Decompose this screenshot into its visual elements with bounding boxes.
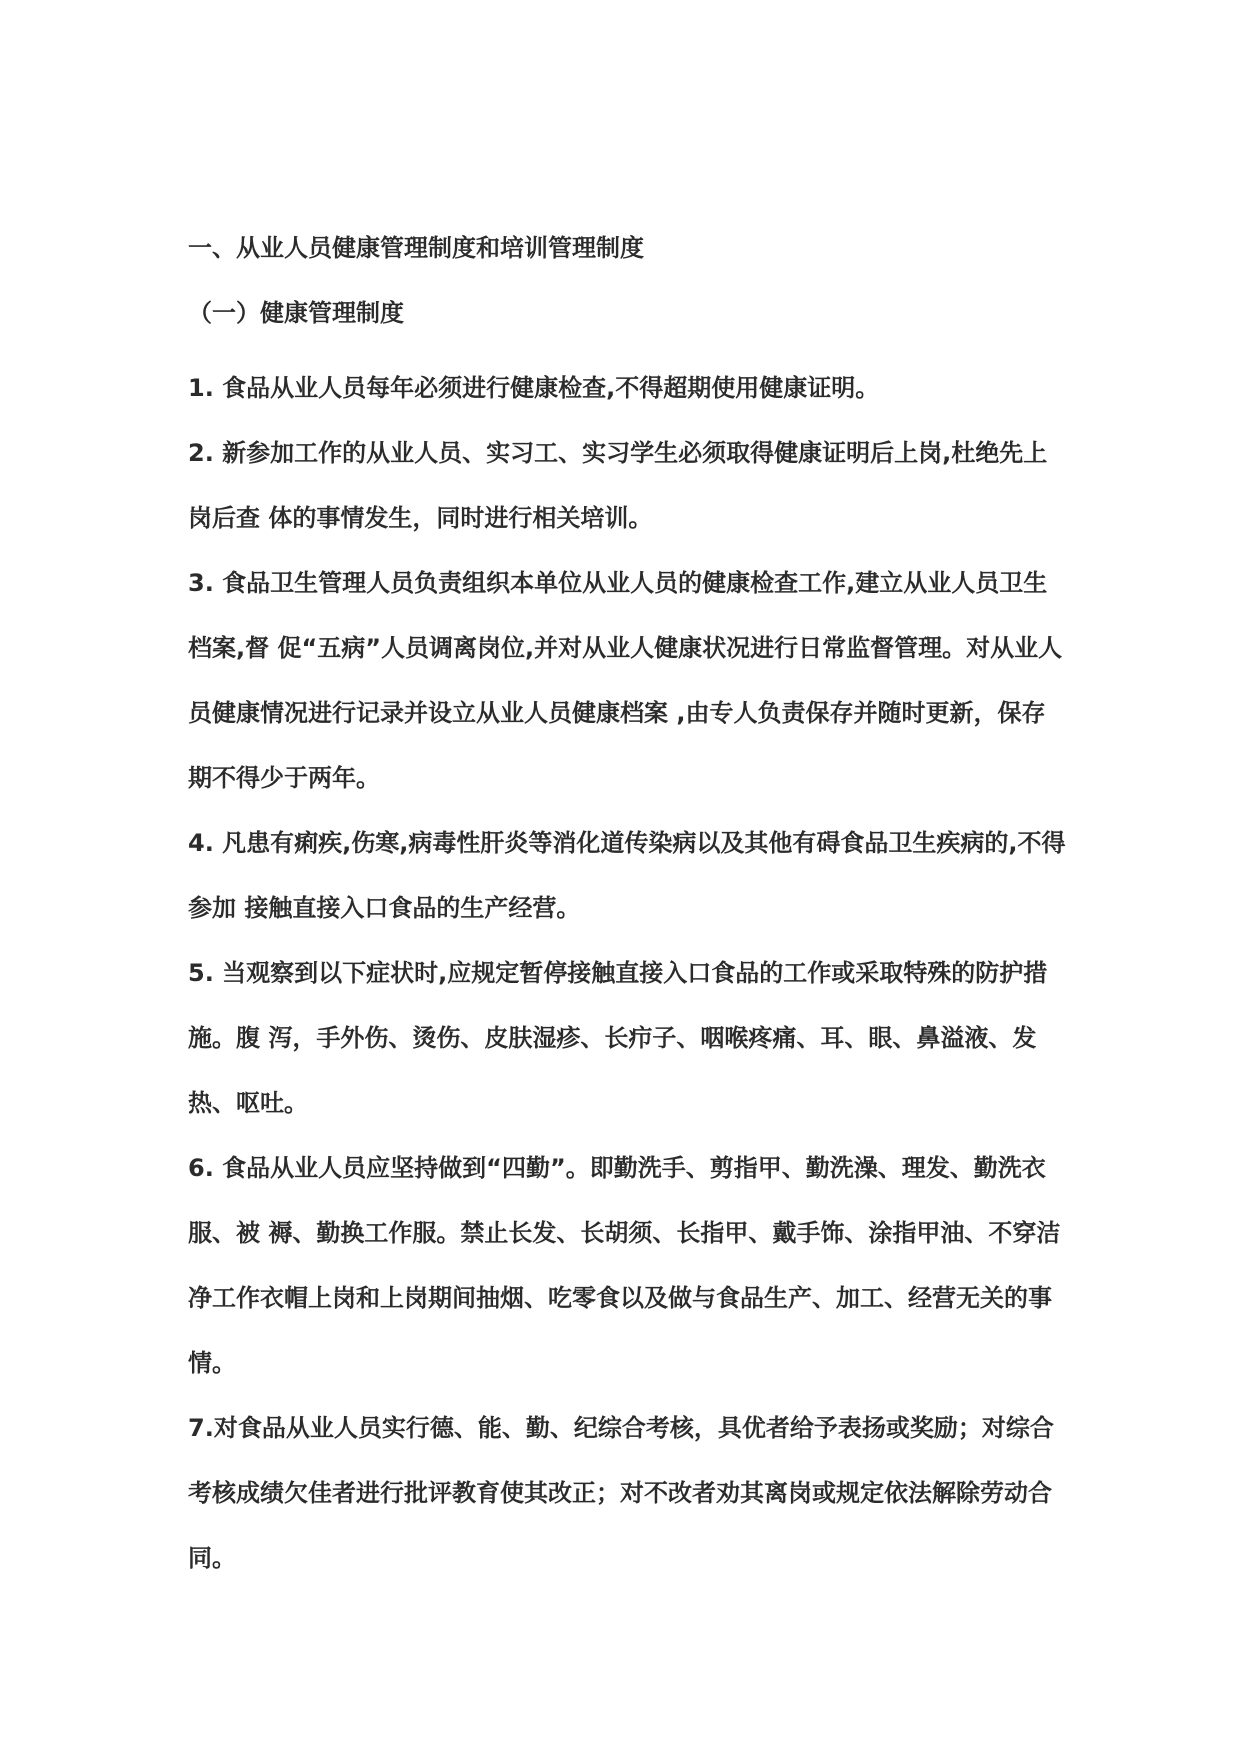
paragraph-4 bbox=[188, 811, 1068, 941]
paragraph-5 bbox=[188, 941, 1068, 1136]
paragraph-text: 5. 当观察到以下症状时,应规定暂停接触直接入口食品的工作或采取特殊的防护措施。腹 泻，手外伤、烫伤、皮肤湿疹、长疖子、咽喉疼痛、耳、眼、鼻溢液、发热、呕吐。 bbox=[188, 959, 1048, 1117]
paragraph-text: 2. 新参加工作的从业人员、实习工、实习学生必须取得健康证明后上岗,杜绝先上岗后查 体的事情发生，同时进行相关培训。 bbox=[188, 439, 1048, 532]
paragraph-7 bbox=[188, 1396, 1068, 1591]
paragraph-text: 1. 食品从业人员每年必须进行健康检查,不得超期使用健康证明。 bbox=[188, 374, 880, 402]
paragraph-text: 6. 食品从业人员应坚持做到“四勤”。即勤洗手、剪指甲、勤洗澡、理发、勤洗衣服、被 褥、勤换工作服。禁止长发、长胡须、长指甲、戴手饰、涂指甲油、不穿洁净工作衣帽上岗和上岗期间抽烟、吃零食以及做与食品生产、加工、经营无关的事情。 bbox=[188, 1154, 1061, 1377]
document-title: 一、从业人员健康管理制度和培训管理制度 bbox=[188, 234, 644, 262]
paragraph-6 bbox=[188, 1136, 1068, 1396]
paragraph-2 bbox=[188, 421, 1068, 551]
paragraph-text: 3. 食品卫生管理人员负责组织本单位从业人员的健康检查工作,建立从业人员卫生档案,督 促“五病”人员调离岗位,并对从业人健康状况进行日常监督管理。对从业人员健康情况进行记录并设立从业人员健康档案 ,由专人负责保存并随时更新，保存期不得少于两年。 bbox=[188, 569, 1063, 792]
paragraph-text: 7.对食品从业人员实行德、能、勤、纪综合考核，具优者给予表扬或奖励；对综合考核成绩欠佳者进行批评教育使其改正；对不改者劝其离岗或规定依法解除劳动合同。 bbox=[188, 1414, 1054, 1572]
paragraph-1 bbox=[188, 356, 1068, 421]
paragraph-text: 4. 凡患有痢疾,伤寒,病毒性肝炎等消化道传染病以及其他有碍食品卫生疾病的,不得参加 接触直接入口食品的生产经营。 bbox=[188, 829, 1066, 922]
section-subtitle: （一）健康管理制度 bbox=[188, 299, 404, 327]
document-body bbox=[188, 226, 1068, 1591]
paragraph-3 bbox=[188, 551, 1068, 811]
